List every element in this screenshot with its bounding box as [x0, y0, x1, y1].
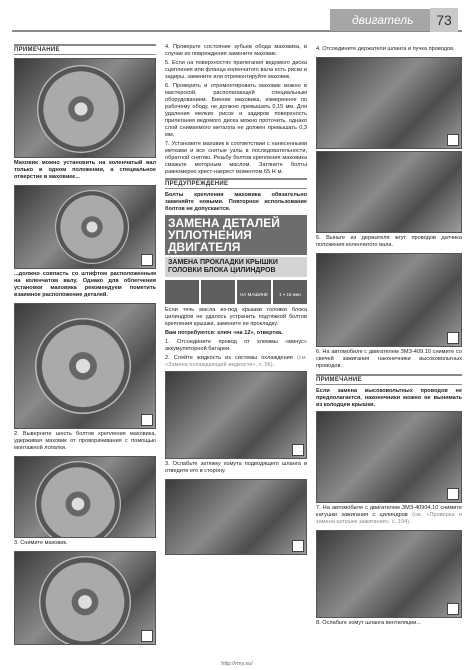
- mark-icon: [141, 630, 153, 642]
- photo-remove-flywheel: [14, 456, 156, 538]
- warning-heading: ПРЕДУПРЕЖДЕНИЕ: [165, 178, 307, 189]
- note-text-1: Маховик можно установить на коленчатый вал только в одном положении, а специальное отверстие в маховике...: [14, 160, 156, 180]
- caption-step-7-text: 7. На автомобиле с двигателем ЗМЗ-40904.10 снимите катушки зажигания с цилиндров: [316, 505, 462, 518]
- chapter-title: двигатель: [330, 9, 430, 31]
- intro-text: Если течь масла из-под крышки головки блока цилиндров не удалось устранить подтяжкой болтов крепления крышки, замените ее прокладку.: [165, 307, 307, 327]
- mark-icon: [447, 603, 459, 615]
- photo-spark-plug-caps: [316, 253, 462, 347]
- caption-step-3: 3. Снимите маховик.: [14, 540, 68, 546]
- column-right: [316, 44, 462, 631]
- step-6: 6. Проверить и отремонтировать маховик можно в мастерской, располагающей специальным оборудованием. Биение маховика, измеренное по рабочему ободу, не должно превышать 0,15 мм. Для удаления мелких рисок и задиров поверхность прилегания ведомого диска можно проточить, однако слой снимаемого металла не должен превышать 0,3 мм.: [165, 83, 307, 138]
- job-info-icons: [165, 280, 307, 304]
- mark-icon: [292, 444, 304, 456]
- photo-ignition-coils: [316, 411, 462, 503]
- mark-icon: [447, 332, 459, 344]
- mark-icon: [141, 414, 153, 426]
- footer-url: http://rmy.su/: [221, 661, 253, 667]
- caption-step-8: 8. Ослабьте хомут шланга вентиляции...: [316, 620, 421, 626]
- clock-icon: 1 ч 15 мин: [273, 280, 307, 304]
- photo-hose-moved: [165, 479, 307, 555]
- section-title: ЗАМЕНА ДЕТАЛЕЙ УПЛОТНЕНИЯ ДВИГАТЕЛЯ: [165, 215, 307, 255]
- caption-step-4: 4. Отсоедините держатели шланга и пучка проводов.: [316, 46, 455, 52]
- car-icon: НА МАШИНЕ: [237, 280, 271, 304]
- step-2-text: 2. Слейте жидкость из системы охлаждения: [165, 355, 293, 361]
- caption-step-7: [316, 505, 462, 526]
- photo-bolts: [14, 303, 156, 429]
- photo-wire-harness: [316, 151, 462, 233]
- caption-step-5: 5. Выньте из держателя жгут проводов датчика положения коленчатого вала.: [316, 235, 462, 248]
- photo-hose-clamp: [165, 371, 307, 459]
- page-header: [0, 0, 474, 36]
- page-number: 73: [430, 8, 458, 32]
- mark-icon: [141, 254, 153, 266]
- photo-flywheel-1: [14, 58, 156, 158]
- warning-text: Болты крепления маховика обязательно заменяйте новыми. Повторное использование болтов не допускается.: [165, 192, 307, 212]
- caption-step-2: 2. Выверните шесть болтов крепления маховика, удерживая маховик от проворачивания с помощью монтажной лопатки.: [14, 431, 156, 451]
- step-2-ref: (см. «Замена охлаждающей жидкости», с. 56).: [165, 355, 307, 368]
- subsection-title: ЗАМЕНА ПРОКЛАДКИ КРЫШКИ ГОЛОВКИ БЛОКА ЦИЛИНДРОВ: [165, 257, 307, 277]
- difficulty-icon: [165, 280, 199, 304]
- photo-flywheel-2: [14, 551, 156, 645]
- step-2: [165, 355, 307, 369]
- photo-holders: [316, 57, 462, 149]
- mark-icon: [292, 540, 304, 552]
- photo-ventilation-hose: [316, 530, 462, 618]
- caption-step-7-ref: (см. «Проверка и замена катушек зажигания», с. 194).: [316, 512, 462, 525]
- mechanic-icon: [201, 280, 235, 304]
- photo-flywheel-pin: [14, 185, 156, 269]
- note-heading: ПРИМЕЧАНИЕ: [14, 44, 156, 55]
- note-text-3: Если замена высоковольтных проводов не предполагается, наконечники можно не вынимать из колодцев крышки.: [316, 388, 462, 408]
- step-1: 1. Отсоедините провод от клеммы «минус» аккумуляторной батареи.: [165, 339, 307, 352]
- caption-step-3b: 3. Ослабьте затяжку хомута подводящего шланга и отведите его в сторону.: [165, 461, 307, 474]
- note-heading-2: ПРИМЕЧАНИЕ: [316, 374, 462, 385]
- note-text-2: ...должно совпасть со штифтом расположенным на коленчатом валу. Однако для облегчения установки маховика рекомендуем пометить взаимное расположение деталей.: [14, 271, 156, 298]
- column-middle: [165, 44, 307, 555]
- mark-icon: [447, 134, 459, 146]
- step-7: 7. Установите маховик в соответствии с нанесенными метками и все снятые узлы в последовательности, обратной снятию. Резьбу болтов крепления маховика смажьте моторным маслом. Затяните болты равномерно крест-накрест моментом 65 Н·м.: [165, 141, 307, 175]
- tools-needed: Вам потребуются: ключ «на 12», отвертка.: [165, 330, 283, 336]
- step-5: 5. Если на поверхностях прилегания ведомого диска сцепления или фланца коленчатого вала есть риски и задиры, замените или отремонтируйте маховик.: [165, 60, 307, 80]
- step-4: 4. Проверьте состояние зубьев обода маховика, в случае их повреждения замените маховик.: [165, 44, 307, 57]
- mark-icon: [447, 488, 459, 500]
- column-left: [14, 44, 156, 645]
- caption-step-6: 6. На автомобиле с двигателем ЗМЗ-409.10 снимите со свечей зажигания наконечники высоковольтных проводов.: [316, 349, 462, 369]
